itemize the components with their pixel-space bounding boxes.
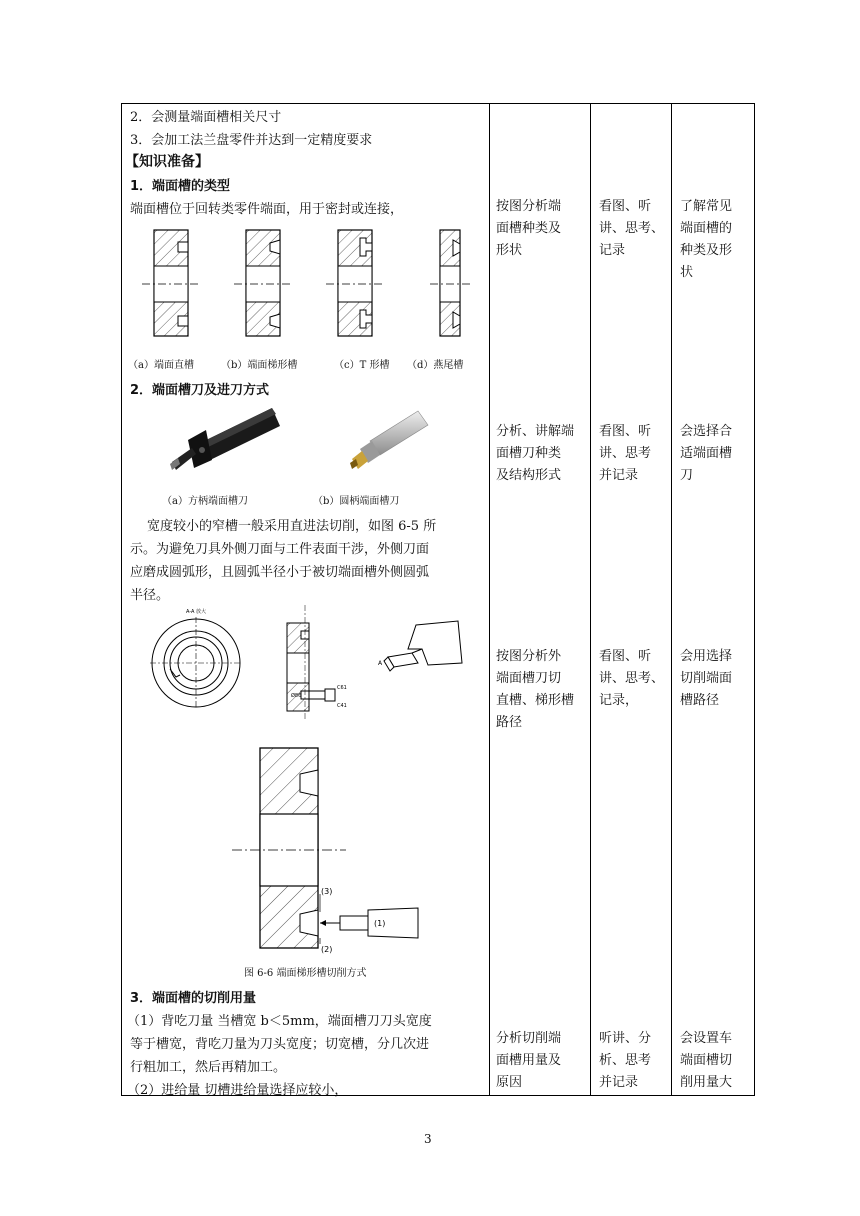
row3-student-line: 看图、听 xyxy=(599,649,652,664)
row1-student-line: 记录 xyxy=(599,243,626,258)
row3-student-activity xyxy=(599,646,671,712)
row4-objective-line: 削用量大 xyxy=(680,1075,733,1090)
row4-objective xyxy=(680,1028,752,1094)
row2-teacher-activity xyxy=(496,421,588,487)
row2-teacher-line: 面槽刀种类 xyxy=(496,446,562,461)
row2-student-line: 看图、听 xyxy=(599,424,652,439)
row3-objective-line: 切削端面 xyxy=(680,671,733,686)
tool-detail-drawing xyxy=(378,621,462,671)
row3-student-line: 记录， xyxy=(599,693,639,708)
dimension-c41: C41 xyxy=(337,703,347,709)
caption-round-shank-tool: （b）圆柄端面槽刀 xyxy=(313,496,400,507)
row3-objective-line: 会用选择 xyxy=(680,649,733,664)
dimension-c61: C61 xyxy=(337,685,347,691)
section-1-title: 1．端面槽的类型 xyxy=(130,179,231,194)
objective-2: 2．会测量端面槽相关尺寸 xyxy=(130,110,282,125)
row1-student-line: 讲、思考、 xyxy=(599,221,665,236)
row4-student-line: 并记录 xyxy=(599,1075,639,1090)
row4-student-line: 析、思考 xyxy=(599,1053,652,1068)
row3-teacher-activity xyxy=(496,646,588,734)
paragraph-line-4: 半径。 xyxy=(130,588,170,603)
paragraph-line-2: 示。为避免刀具外侧刀面与工件表面干涉，外侧刀面 xyxy=(130,542,430,557)
figure-6-5 xyxy=(150,605,475,723)
paragraph-line-3: 应磨成圆弧形，且圆弧半径小于被切端面槽外侧圆弧 xyxy=(130,565,430,580)
row1-objective xyxy=(680,196,752,284)
section-3-line-4: （2）进给量 切槽进给量选择应较小， xyxy=(127,1083,348,1098)
trapezoid-groove-drawing xyxy=(234,230,292,336)
groove-types-figure xyxy=(140,224,485,342)
row1-objective-line: 了解常见 xyxy=(680,199,733,214)
row4-objective-line: 端面槽切 xyxy=(680,1053,733,1068)
row1-objective-line: 端面槽的 xyxy=(680,221,733,236)
dovetail-groove-drawing xyxy=(430,230,472,336)
paragraph-line-1: 宽度较小的窄槽一般采用直进法切削，如图 6-5 所 xyxy=(147,519,437,534)
end-view-drawing xyxy=(150,617,242,709)
row2-objective xyxy=(680,421,752,487)
row1-teacher-line: 形状 xyxy=(496,243,523,258)
figure-6-6 xyxy=(228,742,428,954)
row3-objective-line: 槽路径 xyxy=(680,693,720,708)
section-3-line-1: （1）背吃刀量 当槽宽 b＜5mm，端面槽刀刀头宽度 xyxy=(127,1014,432,1029)
row3-student-line: 讲、思考、 xyxy=(599,671,665,686)
row2-objective-line: 刀 xyxy=(680,468,694,483)
section-label: A-A 放大 xyxy=(186,609,207,615)
row1-objective-line: 状 xyxy=(680,265,694,280)
row2-student-line: 讲、思考 xyxy=(599,446,652,461)
objective-3: 3．会加工法兰盘零件并达到一定精度要求 xyxy=(130,133,373,148)
path-label-1: (1) xyxy=(374,919,386,928)
path-label-3: (3) xyxy=(321,887,333,896)
caption-straight-groove: （a）端面直槽 xyxy=(128,360,194,371)
row1-objective-line: 种类及形 xyxy=(680,243,733,258)
row2-student-activity xyxy=(599,421,671,487)
caption-t-groove: （c）T 形槽 xyxy=(334,360,390,371)
row2-objective-line: 会选择合 xyxy=(680,424,733,439)
dimension-diameter: Ø86 xyxy=(291,693,302,699)
row4-student-line: 听讲、分 xyxy=(599,1031,652,1046)
straight-groove-drawing xyxy=(142,230,200,336)
row4-teacher-line: 原因 xyxy=(496,1075,523,1090)
row3-objective xyxy=(680,646,752,712)
row1-teacher-activity xyxy=(496,196,588,262)
section-3-line-2: 等于槽宽，背吃刀量为刀头宽度；切宽槽，分几次进 xyxy=(130,1037,430,1052)
row2-objective-line: 适端面槽 xyxy=(680,446,733,461)
row2-teacher-line: 及结构形式 xyxy=(496,468,562,483)
caption-square-shank-tool: （a）方柄端面槽刀 xyxy=(162,496,248,507)
path-label-2: (2) xyxy=(321,945,333,954)
row4-teacher-line: 分析切削端 xyxy=(496,1031,562,1046)
row3-teacher-line: 端面槽刀切 xyxy=(496,671,562,686)
section-view-drawing xyxy=(287,605,347,721)
row3-teacher-line: 按图分析外 xyxy=(496,649,562,664)
caption-trapezoid-groove: （b）端面梯形槽 xyxy=(221,360,298,371)
t-groove-drawing xyxy=(326,230,384,336)
row1-student-line: 看图、听 xyxy=(599,199,652,214)
row4-student-activity xyxy=(599,1028,671,1094)
square-shank-tool-image xyxy=(168,400,283,478)
row4-teacher-line: 面槽用量及 xyxy=(496,1053,562,1068)
knowledge-header: 【知识准备】 xyxy=(125,154,209,170)
page-number: 3 xyxy=(424,1132,432,1146)
row1-teacher-line: 按图分析端 xyxy=(496,199,562,214)
row4-teacher-activity xyxy=(496,1028,588,1094)
section-2-title: 2．端面槽刀及进刀方式 xyxy=(130,383,270,398)
section-3-title: 3．端面槽的切削用量 xyxy=(130,991,257,1006)
figure-6-6-caption: 图 6-6 端面梯形槽切削方式 xyxy=(244,968,367,979)
caption-dovetail-groove: （d）燕尾槽 xyxy=(407,360,464,371)
row2-teacher-line: 分析、讲解端 xyxy=(496,424,575,439)
row3-teacher-line: 路径 xyxy=(496,715,523,730)
row3-teacher-line: 直槽、梯形槽 xyxy=(496,693,575,708)
section-3-line-3: 行粗加工，然后再精加工。 xyxy=(130,1060,287,1075)
row1-teacher-line: 面槽种类及 xyxy=(496,221,562,236)
row2-student-line: 并记录 xyxy=(599,468,639,483)
section-1-text: 端面槽位于回转类零件端面，用于密封或连接， xyxy=(130,202,404,217)
view-label: A xyxy=(378,660,383,667)
row1-student-activity xyxy=(599,196,671,262)
round-shank-tool-image xyxy=(348,405,430,475)
row4-objective-line: 会设置车 xyxy=(680,1031,733,1046)
